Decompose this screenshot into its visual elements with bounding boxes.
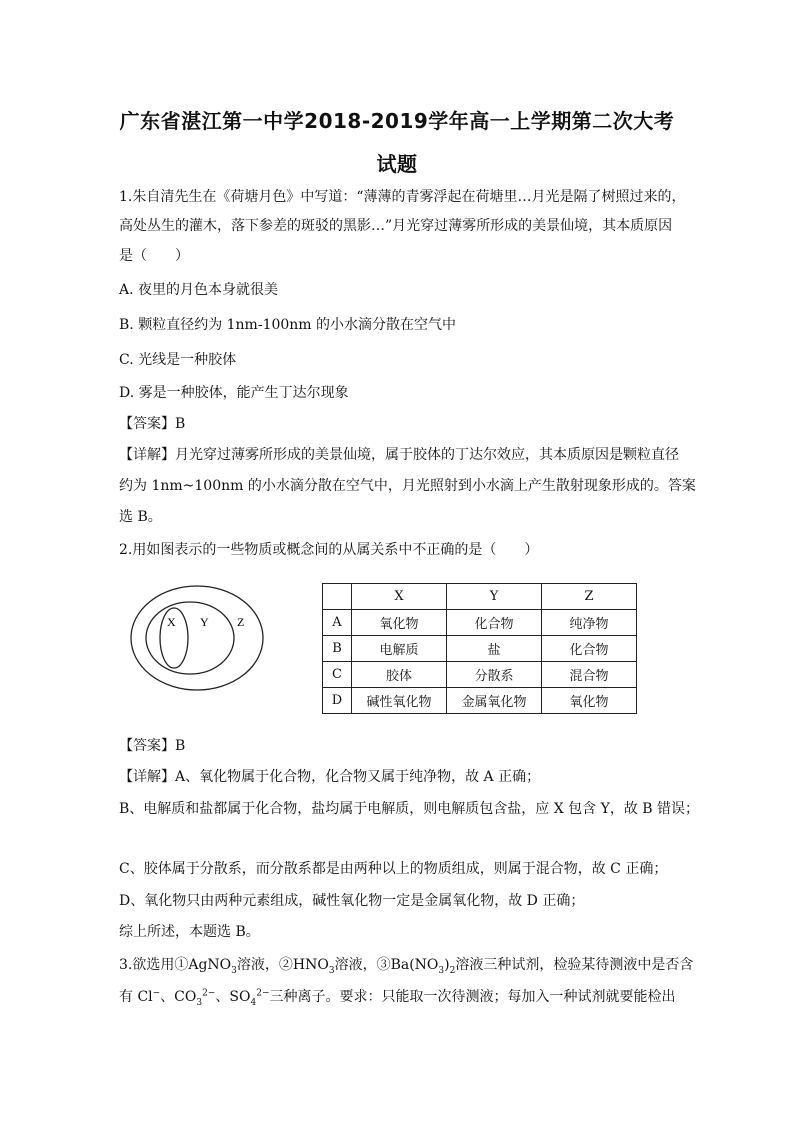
table-row [323, 610, 637, 636]
table-cell: 化合物 [447, 610, 542, 636]
q2-explanation-line2: B、电解质和盐都属于化合物，盐均属于电解质，则电解质包含盐，应 X 包含 Y，故 B 错误； [119, 801, 700, 817]
doc-title-line2: 试题 [376, 152, 418, 176]
table-header-cell: Y [447, 584, 542, 610]
table-cell: 盐 [447, 636, 542, 662]
table-row [323, 688, 637, 714]
table-cell: 纯净物 [542, 610, 637, 636]
q3-subscript: 3 [328, 965, 335, 976]
q1-stem-line2: 高处丛生的灌木，落下参差的斑驳的黑影…”月光穿过薄雾所形成的美景仙境，其本质原因 [119, 218, 673, 234]
venn-diagram [130, 584, 270, 694]
q3-text: 、CO [160, 989, 197, 1005]
table-header-row [323, 584, 637, 610]
q2-stem: 2.用如图表示的一些物质或概念间的从属关系中不正确的是（ ） [119, 542, 539, 558]
venn-outer-ellipse [131, 586, 263, 690]
q1-option-b: B. 颗粒直径约为 1nm-100nm 的小水滴分散在空气中 [119, 317, 457, 333]
table-cell: A [323, 610, 352, 636]
q3-text: 溶液三种试剂，检验某待测液中是否含 [455, 957, 694, 973]
table-cell: C [323, 662, 352, 688]
table-cell: 金属氧化物 [447, 688, 542, 714]
q3-subscript: 3 [438, 965, 445, 976]
table-cell: 化合物 [542, 636, 637, 662]
q3-superscript: 2− [202, 988, 216, 999]
q3-subscript: 3 [196, 997, 203, 1008]
table-cell: D [323, 688, 352, 714]
q1-stem-line3: 是（ ） [119, 248, 189, 264]
q3-superscript: 2− [256, 988, 270, 999]
q1-explanation-line3: 选 B。 [119, 509, 162, 525]
table-cell: 氧化物 [542, 688, 637, 714]
q3-text: 三种离子。要求：只能取一次待测液；每加入一种试剂就要能检出 [269, 989, 676, 1005]
q3-text: ) [444, 957, 450, 973]
q2-explanation-line1: 【详解】A、氧化物属于化合物，化合物又属于纯净物，故 A 正确； [119, 769, 541, 785]
table-cell: 胶体 [352, 662, 447, 688]
venn-label-y: Y [200, 615, 209, 629]
q3-subscript: 2 [449, 965, 456, 976]
q3-superscript: − [152, 988, 161, 999]
q1-answer: 【答案】B [119, 416, 186, 432]
table-cell: 分散系 [447, 662, 542, 688]
q1-explanation-line2: 约为 1nm~100nm 的小水滴分散在空气中，月光照射到小水滴上产生散射现象形成的。答案 [119, 478, 696, 494]
q1-option-c: C. 光线是一种胶体 [119, 352, 237, 368]
q3-stem-line1 [119, 955, 694, 976]
table-row [323, 662, 637, 688]
table-cell: 氧化物 [352, 610, 447, 636]
q1-stem-line1: 1.朱自清先生在《荷塘月色》中写道：“薄薄的青雾浮起在荷塘里…月光是隔了树照过来的， [119, 189, 686, 205]
q2-explanation-line5: 综上所述，本题选 B。 [119, 924, 260, 940]
table-header-cell: X [352, 584, 447, 610]
q3-subscript: 3 [231, 965, 237, 976]
q3-stem-line2 [119, 987, 679, 1007]
table-row [323, 636, 637, 662]
table-cell: 电解质 [352, 636, 447, 662]
q3-text: 3.欲选用①AgNO [119, 957, 232, 973]
table-header-cell [323, 584, 352, 610]
venn-middle-ellipse [146, 602, 234, 674]
q3-text: 有 Cl [119, 989, 153, 1005]
venn-label-x: X [167, 615, 176, 629]
table-cell: B [323, 636, 352, 662]
q3-text: 溶液，③Ba(NO [334, 957, 439, 973]
q2-explanation-line4: D、氧化物只由两种元素组成，碱性氧化物一定是金属氧化物，故 D 正确； [119, 893, 585, 909]
doc-title: 广东省湛江第一中学2018-2019学年高一上学期第二次大考 [119, 109, 675, 133]
q2-answer: 【答案】B [119, 738, 186, 754]
table-header-cell: Z [542, 584, 637, 610]
q3-subscript: 4 [250, 997, 257, 1008]
venn-label-z: Z [237, 615, 245, 629]
q2-explanation-line3: C、胶体属于分散系，而分散系都是由两种以上的物质组成，则属于混合物，故 C 正确； [119, 861, 668, 877]
q1-explanation-line1: 【详解】月光穿过薄雾所形成的美景仙境，属于胶体的丁达尔效应，其本质原因是颗粒直径 [119, 447, 679, 463]
q1-option-a: A. 夜里的月色本身就很美 [119, 282, 279, 298]
q1-option-d: D. 雾是一种胶体，能产生丁达尔现象 [119, 385, 349, 401]
q2-options-table [322, 583, 637, 714]
table-cell: 碱性氧化物 [352, 688, 447, 714]
q3-text: 、SO [215, 989, 251, 1005]
q3-text: 溶液，②HNO [236, 957, 329, 973]
table-cell: 混合物 [542, 662, 637, 688]
